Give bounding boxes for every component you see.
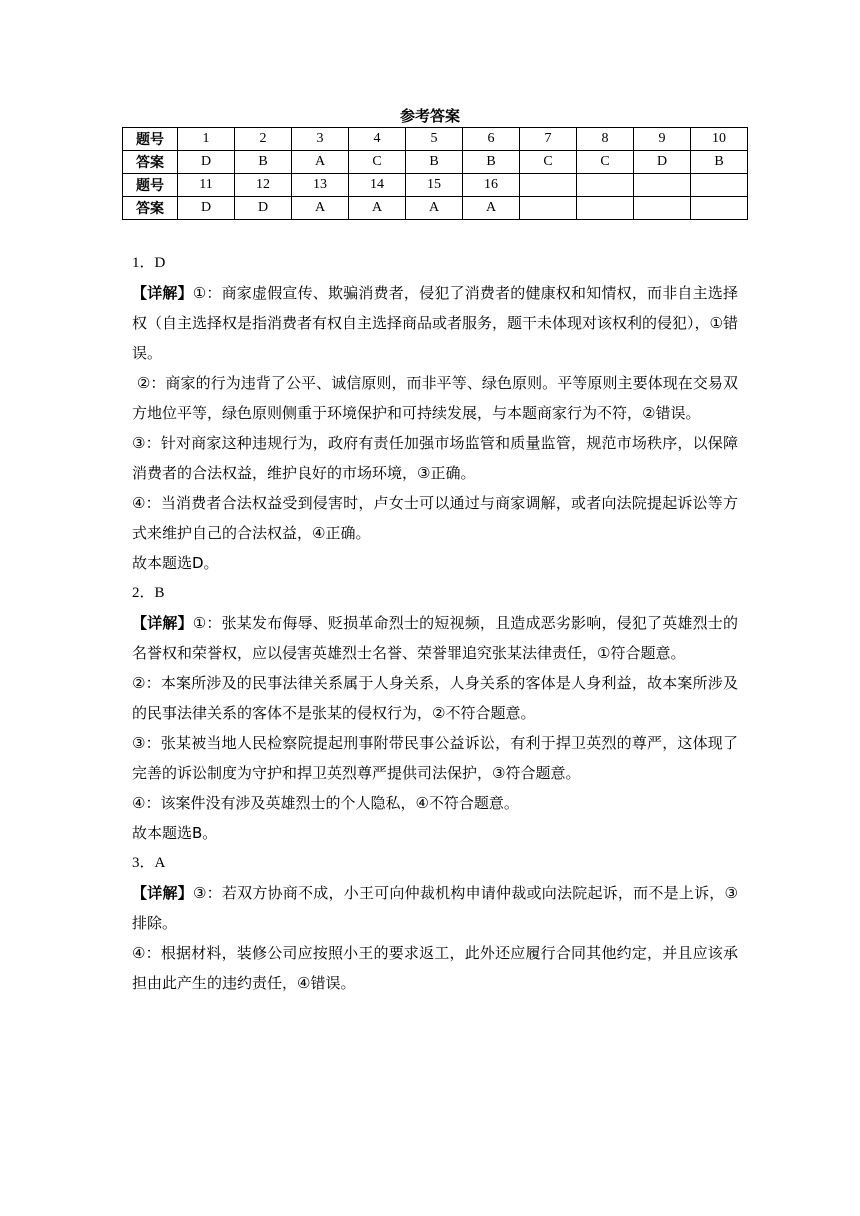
explanations — [132, 248, 738, 998]
detail-tag: 【详解】 — [132, 884, 193, 902]
table-cell: D — [178, 197, 235, 220]
table-cell: B — [406, 151, 463, 174]
answer-table-row — [123, 128, 748, 151]
table-cell — [691, 174, 748, 197]
explanation-paragraph: ③：针对商家这种违规行为，政府有责任加强市场监管和质量监管，规范市场秩序，以保障消费者的合法权益，维护良好的市场环境，③正确。 — [132, 434, 738, 482]
page-title: 参考答案 — [399, 107, 460, 125]
table-cell: C — [577, 151, 634, 174]
table-cell: 9 — [634, 128, 691, 151]
explanation-paragraph: ②：商家的行为违背了公平、诚信原则，而非平等、绿色原则。平等原则主要体现在交易双方地位平等，绿色原则侧重于环境保护和可持续发展，与本题商家行为不符，②错误。 — [132, 374, 738, 422]
table-cell: C — [349, 151, 406, 174]
table-cell — [520, 174, 577, 197]
explanation-paragraph: ④：当消费者合法权益受到侵害时，卢女士可以通过与商家调解，或者向法院提起诉讼等方式来维护自己的合法权益，④正确。 — [132, 494, 738, 542]
explanation-paragraph: ④：该案件没有涉及英雄烈士的个人隐私，④不符合题意。 — [132, 794, 519, 812]
table-cell: 14 — [349, 174, 406, 197]
detail-tag: 【详解】 — [132, 284, 193, 302]
table-cell: 6 — [463, 128, 520, 151]
table-cell: A — [292, 197, 349, 220]
table-cell: B — [463, 151, 520, 174]
table-cell: 13 — [292, 174, 349, 197]
table-cell: C — [520, 151, 577, 174]
explanation-paragraph: ④：根据材料，装修公司应按照小王的要求返工，此外还应履行合同其他约定，并且应该承担由此产生的违约责任，④错误。 — [132, 944, 738, 992]
table-cell — [577, 174, 634, 197]
detail-tag: 【详解】 — [132, 614, 193, 632]
table-cell: A — [292, 151, 349, 174]
table-cell — [691, 197, 748, 220]
answer-table — [122, 127, 748, 220]
table-cell — [577, 197, 634, 220]
table-cell: A — [349, 197, 406, 220]
table-cell: 2 — [235, 128, 292, 151]
table-cell: 12 — [235, 174, 292, 197]
table-cell: B — [691, 151, 748, 174]
explanation-paragraph: 【详解】①：商家虚假宣传、欺骗消费者，侵犯了消费者的健康权和知情权，而非自主选择权（自主选择权是指消费者有权自主选择商品或者服务，题干未体现对该权利的侵犯），①错误。 — [132, 284, 738, 362]
row-header: 题号 — [123, 128, 178, 151]
explanation-paragraph: 【详解】①：张某发布侮辱、贬损革命烈士的短视频，且造成恶劣影响，侵犯了英雄烈士的名誉权和荣誉权，应以侵害英雄烈士名誉、荣誉罪追究张某法律责任，①符合题意。 — [132, 614, 738, 662]
table-cell: 5 — [406, 128, 463, 151]
question-number-2: 2．B — [132, 585, 165, 601]
table-cell: 4 — [349, 128, 406, 151]
table-cell: 8 — [577, 128, 634, 151]
explanation-paragraph: 【详解】③：若双方协商不成，小王可向仲裁机构申请仲裁或向法院起诉，而不是上诉，③排除。 — [132, 884, 738, 932]
table-cell: 15 — [406, 174, 463, 197]
answer-table-row — [123, 197, 748, 220]
table-cell — [634, 197, 691, 220]
row-header: 题号 — [123, 174, 178, 197]
table-cell: 7 — [520, 128, 577, 151]
table-cell: D — [634, 151, 691, 174]
table-cell: 16 — [463, 174, 520, 197]
table-cell: B — [235, 151, 292, 174]
table-cell: A — [463, 197, 520, 220]
explanation-paragraph: ②：本案所涉及的民事法律关系属于人身关系，人身关系的客体是人身利益，故本案所涉及的民事法律关系的客体不是张某的侵权行为，②不符合题意。 — [132, 674, 738, 722]
table-cell: A — [406, 197, 463, 220]
answer-table-row — [123, 151, 748, 174]
conclusion: 故本题选D。 — [132, 554, 219, 572]
table-cell: D — [178, 151, 235, 174]
table-cell — [520, 197, 577, 220]
table-cell: D — [235, 197, 292, 220]
table-cell — [634, 174, 691, 197]
question-number-3: 3．A — [132, 855, 166, 871]
explanation-paragraph: ③：张某被当地人民检察院提起刑事附带民事公益诉讼，有利于捍卫英烈的尊严，这体现了完善的诉讼制度为守护和捍卫英烈尊严提供司法保护，③符合题意。 — [132, 734, 738, 782]
table-cell: 11 — [178, 174, 235, 197]
conclusion: 故本题选B。 — [132, 824, 218, 842]
table-cell: 1 — [178, 128, 235, 151]
row-header: 答案 — [123, 151, 178, 174]
table-cell: 3 — [292, 128, 349, 151]
answer-table-row — [123, 174, 748, 197]
question-number-1: 1．D — [132, 255, 166, 271]
row-header: 答案 — [123, 197, 178, 220]
table-cell: 10 — [691, 128, 748, 151]
